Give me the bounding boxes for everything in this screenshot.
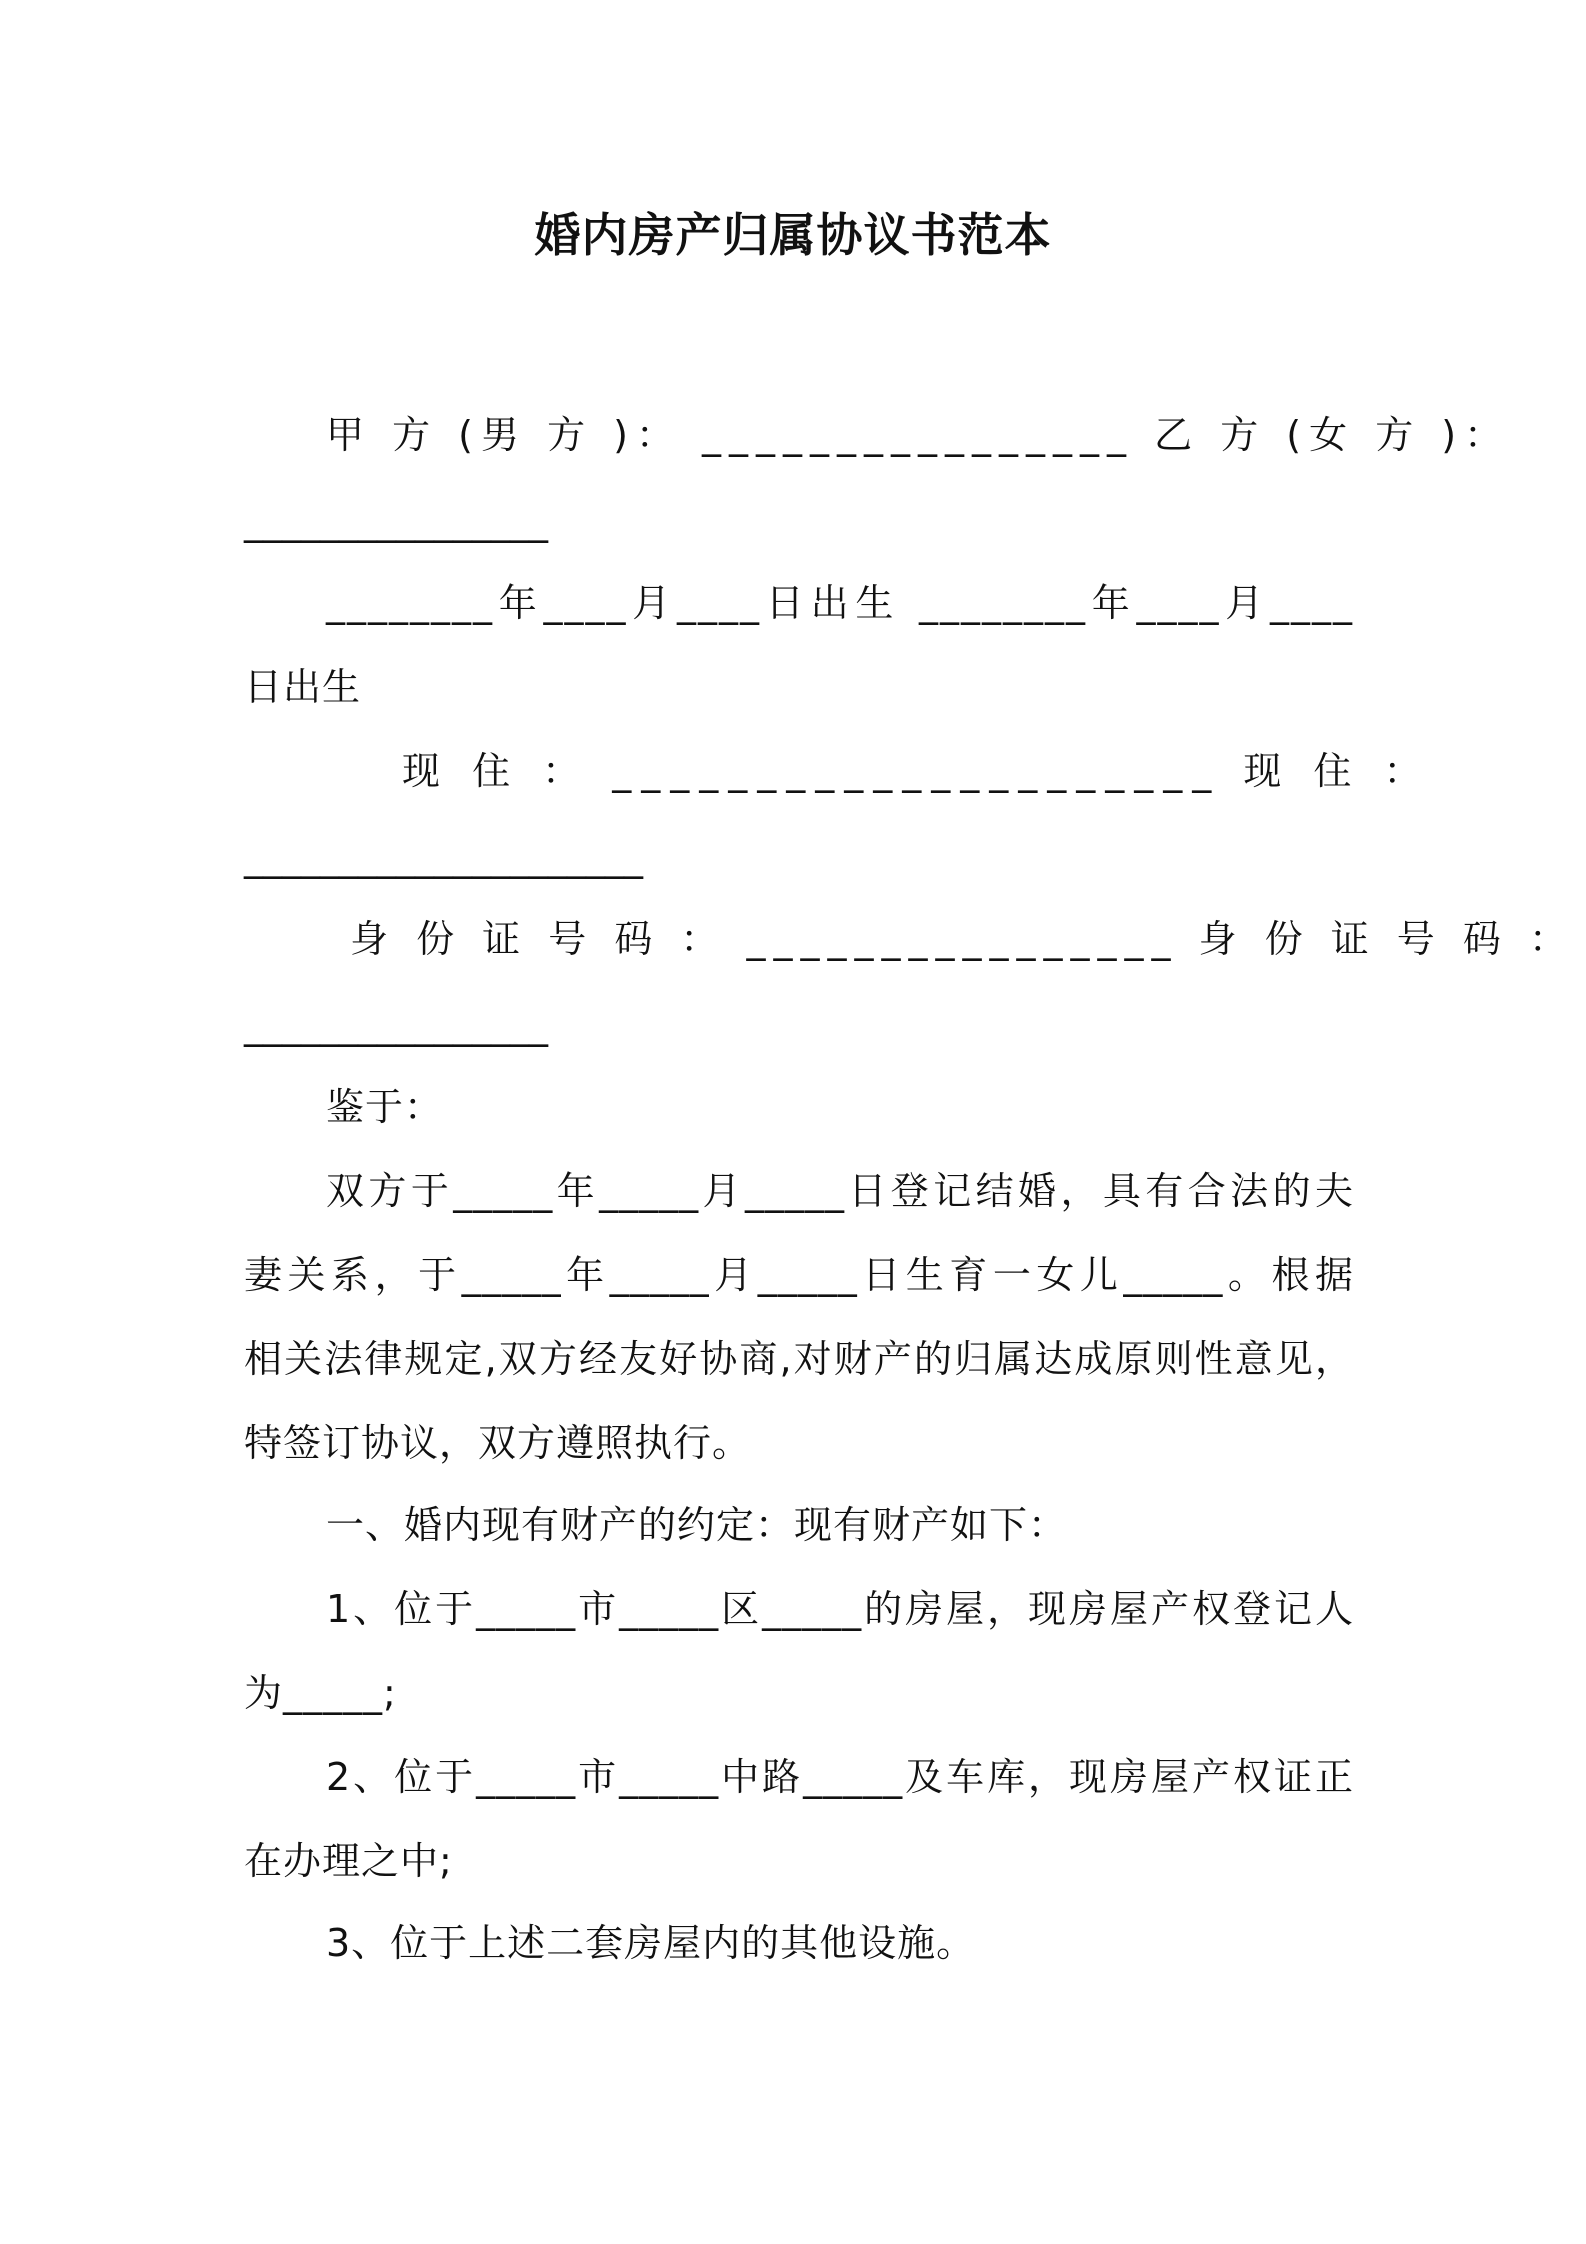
- party-names-line: 甲 方 (男 方 )： ________________ 乙 方 (女 方 )：: [326, 413, 1511, 457]
- id-number-continuation: ________________: [244, 1003, 548, 1047]
- whereas-heading: 鉴于：: [326, 1085, 444, 1129]
- property-item-2: 2、位于_____市_____中路_____及车库，现房屋产权证正: [326, 1755, 1354, 1799]
- property-item-3: 3、位于上述二套房屋内的其他设施。: [326, 1921, 976, 1965]
- recital-line-1: 双方于_____年_____月_____日登记结婚，具有合法的夫: [326, 1169, 1354, 1213]
- birth-date-line: ________年____月____日出生 ________年____月____: [326, 581, 1354, 625]
- residence-continuation: _____________________: [244, 835, 643, 879]
- recital-line-3: 相关法律规定,双方经友好协商,对财产的归属达成原则性意见，: [244, 1337, 1354, 1381]
- document-title: 婚内房产归属协议书范本: [534, 208, 1052, 262]
- property-item-2-continuation: 在办理之中;: [244, 1839, 453, 1883]
- recital-line-4: 特签订协议，双方遵照执行。: [244, 1421, 752, 1465]
- section-one-heading: 一、婚内现有财产的约定：现有财产如下：: [326, 1503, 1068, 1547]
- residence-line: 现 住 ： _____________________ 现 住 ：: [402, 749, 1432, 793]
- property-item-1: 1、位于_____市_____区_____的房屋，现房屋产权登记人: [326, 1587, 1354, 1631]
- property-item-1-continuation: 为_____;: [244, 1671, 397, 1715]
- party-names-continuation: ________________: [244, 499, 548, 543]
- id-number-line: 身 份 证 号 码 ： ________________ 身 份 证 号 码 ：: [350, 917, 1575, 961]
- birth-date-continuation: 日出生: [244, 665, 362, 709]
- recital-line-2: 妻关系，于_____年_____月_____日生育一女儿_____。根据: [244, 1253, 1354, 1297]
